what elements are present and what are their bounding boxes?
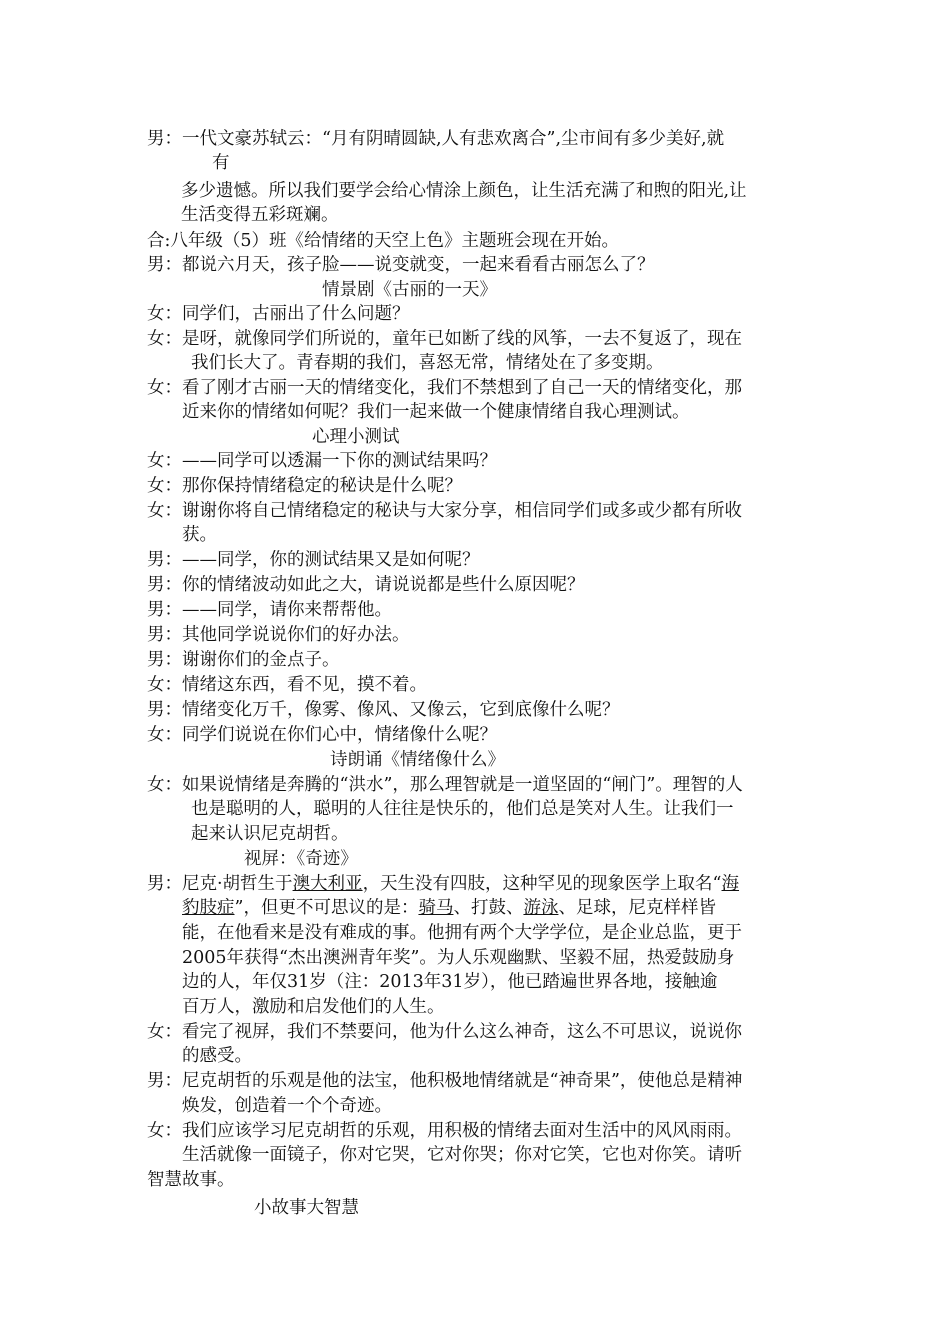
- text-line: 女：看完了视屏，我们不禁要问，他为什么这么神奇，这么不可思议，说说你: [147, 1022, 742, 1042]
- text-line: 女：同学们说说在你们心中，情绪像什么呢？: [147, 725, 497, 745]
- section-heading: 诗朗诵《情绪像什么》: [330, 750, 505, 770]
- text-line: 男：都说六月天，孩子脸——说变就变，一起来看看古丽怎么了？: [147, 255, 655, 275]
- text-line: 有: [212, 153, 230, 173]
- link-horse-riding: 骑马: [418, 898, 454, 918]
- text-line: 女：谢谢你将自己情绪稳定的秘诀与大家分享，相信同学们或多或少都有所收: [147, 501, 742, 521]
- text-line: 男：——同学，请你来帮帮他。: [147, 600, 392, 620]
- nick-line-1: [147, 872, 739, 896]
- text-line: 女：是呀，就像同学们所说的，童年已如断了线的风筝，一去不复返了，现在: [147, 329, 742, 349]
- text-line: 焕发，创造着一个个奇迹。: [182, 1096, 392, 1116]
- link-australia: 澳大利亚: [292, 874, 363, 894]
- text-line: 男：——同学，你的测试结果又是如何呢？: [147, 550, 480, 570]
- text-line: 生活就像一面镜子，你对它哭，它对你哭；你对它笑，它也对你笑。请听: [182, 1145, 742, 1165]
- text-run: 男：尼克·胡哲生于: [147, 874, 293, 894]
- text-run: ”，但更不可思议的是：: [234, 898, 419, 918]
- text-line: 智慧故事。: [147, 1170, 235, 1190]
- section-heading: 视屏：《奇迹》: [244, 849, 358, 869]
- text-line: 边的人，年仅31岁（注：2013年31岁），他已踏遍世界各地，接触逾: [182, 972, 718, 992]
- text-run: ，天生没有四肢，这种罕见的现象医学上取名“: [362, 874, 722, 894]
- text-line: 近来你的情绪如何呢？我们一起来做一个健康情绪自我心理测试。: [182, 402, 690, 422]
- link-swimming: 游泳: [523, 898, 559, 918]
- text-run: 、打鼓、: [453, 898, 524, 918]
- text-line: 能，在他看来是没有难成的事。他拥有两个大学学位，是企业总监，更于: [182, 923, 742, 943]
- text-line: 的感受。: [182, 1046, 252, 1066]
- section-heading: 小故事大智慧: [254, 1198, 359, 1218]
- text-line: 百万人，激励和启发他们的人生。: [182, 997, 445, 1017]
- text-line: 女：那你保持情绪稳定的秘诀是什么呢？: [147, 476, 462, 496]
- nick-line-2: [182, 896, 716, 920]
- text-line: 2005年获得“杰出澳洲青年奖”。为人乐观幽默、坚毅不屈，热爱鼓励身: [182, 948, 735, 968]
- text-line: 女：——同学可以透漏一下你的测试结果吗？: [147, 451, 497, 471]
- text-line: 起来认识尼克胡哲。: [191, 824, 349, 844]
- text-line: 男：谢谢你们的金点子。: [147, 650, 340, 670]
- text-line: 女：看了刚才古丽一天的情绪变化，我们不禁想到了自己一天的情绪变化，那: [147, 378, 742, 398]
- text-line: 女：我们应该学习尼克胡哲的乐观，用积极的情绪去面对生活中的风风雨雨。: [147, 1121, 742, 1141]
- text-line: 男：你的情绪波动如此之大，请说说都是些什么原因呢？: [147, 575, 585, 595]
- text-line: 女：如果说情绪是奔腾的“洪水”，那么理智就是一道坚固的“闸门”。理智的人: [147, 775, 743, 795]
- section-heading: 心理小测试: [312, 427, 400, 447]
- text-line: 男：其他同学说说你们的好办法。: [147, 625, 410, 645]
- text-line: 男：情绪变化万千，像雾、像风、又像云，它到底像什么呢？: [147, 700, 620, 720]
- text-line: 男：一代文豪苏轼云：“月有阴晴圆缺,人有悲欢离合”,尘市间有多少美好,就: [147, 129, 725, 149]
- text-line: 合:八年级（5）班《给情绪的天空上色》主题班会现在开始。: [147, 231, 620, 251]
- text-line: 多少遗憾。所以我们要学会给心情涂上颜色，让生活充满了和煦的阳光,让: [181, 181, 747, 201]
- text-line: 我们长大了。青春期的我们，喜怒无常，情绪处在了多变期。: [191, 353, 664, 373]
- link-phocomelia: 海: [721, 874, 740, 894]
- text-line: 女：情绪这东西，看不见，摸不着。: [147, 675, 427, 695]
- text-run: 、足球，尼克样样皆: [558, 898, 716, 918]
- link-phocomelia-cont: 豹肢症: [182, 898, 235, 918]
- text-line: 也是聪明的人，聪明的人往往是快乐的，他们总是笑对人生。让我们一: [191, 799, 734, 819]
- text-line: 获。: [182, 525, 217, 545]
- text-line: 男：尼克胡哲的乐观是他的法宝，他积极地情绪就是“神奇果”，使他总是精神: [147, 1071, 743, 1091]
- text-line: 生活变得五彩斑斓。: [181, 205, 339, 225]
- text-line: 女：同学们，古丽出了什么问题？: [147, 304, 410, 324]
- section-heading: 情景剧《古丽的一天》: [322, 280, 497, 300]
